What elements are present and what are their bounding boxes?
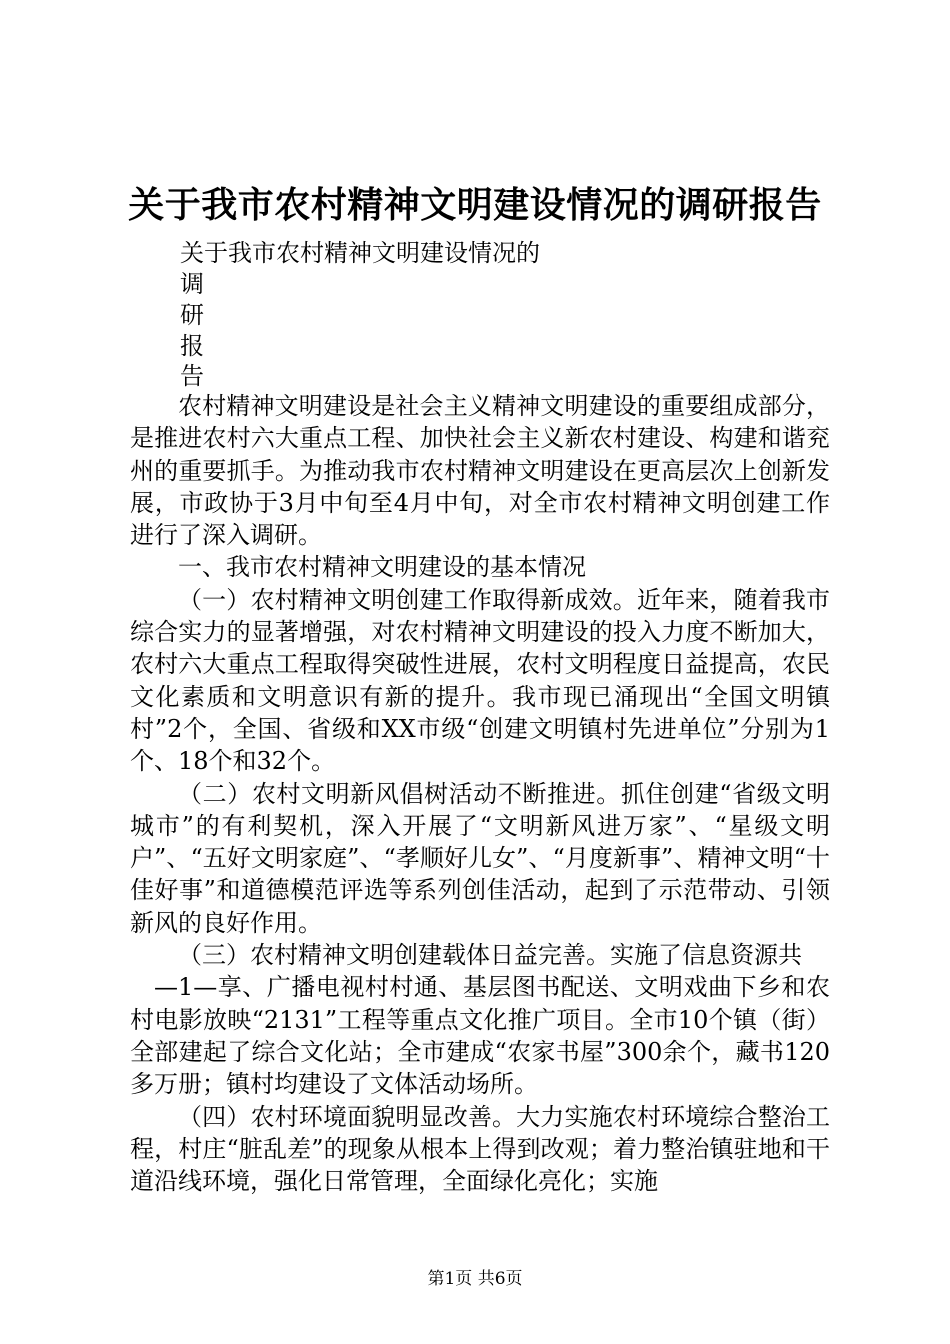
subtitle-line: 告 — [180, 362, 204, 390]
subtitle-line: 关于我市农村精神文明建设情况的 — [180, 239, 540, 267]
paragraph-intro: 农村精神文明建设是社会主义精神文明建设的重要组成部分，是推进农村六大重点工程、加快社会主义新农村建设、构建和谐兖州的重要抓手。为推动我市农村精神文明建设在更高层次上创新发展，市政协于3月中旬至4月中旬，对全市农村精神文明创建工作进行了深入调研。 — [130, 392, 830, 550]
paragraph-section-2: （二）农村文明新风倡树活动不断推进。抓住创建“省级文明城市”的有利契机，深入开展了“文明新风进万家”、“星级文明户”、“五好文明家庭”、“孝顺好儿女”、“月度新事”、精神文明“十佳好事”和道德模范评选等系列创佳活动，起到了示范带动、引领新风的良好作用。 — [130, 779, 830, 937]
subtitle-line: 调 — [180, 270, 204, 298]
page-footer: 第1页 共6页 — [427, 1269, 523, 1289]
section-heading: 一、我市农村精神文明建设的基本情况 — [178, 553, 586, 582]
subtitle-line: 研 — [180, 301, 204, 329]
subtitle-line: 报 — [180, 332, 204, 360]
paragraph-section-4: （四）农村环境面貌明显改善。大力实施农村环境综合整治工程，村庄“脏乱差”的现象从根本上得到改观；着力整治镇驻地和干道沿线环境，强化日常管理，全面绿化亮化；实施 — [130, 1102, 830, 1196]
document-body — [130, 390, 830, 1197]
paragraph-section-3-continued: —1—享、广播电视村村通、基层图书配送、文明戏曲下乡和农村电影放映“2131”工程等重点文化推广项目。全市10个镇（街）全部建起了综合文化站；全市建成“农家书屋”300余个，藏书120多万册；镇村均建设了文体活动场所。 — [130, 973, 830, 1099]
document-title: 关于我市农村精神文明建设情况的调研报告 — [128, 184, 822, 226]
paragraph-section-3: （三）农村精神文明创建载体日益完善。实施了信息资源共 — [178, 941, 802, 970]
paragraph-section-1: （一）农村精神文明创建工作取得新成效。近年来，随着我市综合实力的显著增强，对农村精神文明建设的投入力度不断加大，农村六大重点工程取得突破性进展，农村文明程度日益提高，农民文化素质和文明意识有新的提升。我市现已涌现出“全国文明镇村”2个，全国、省级和XX市级“创建文明镇村先进单位”分别为1个、18个和32个。 — [130, 585, 830, 776]
